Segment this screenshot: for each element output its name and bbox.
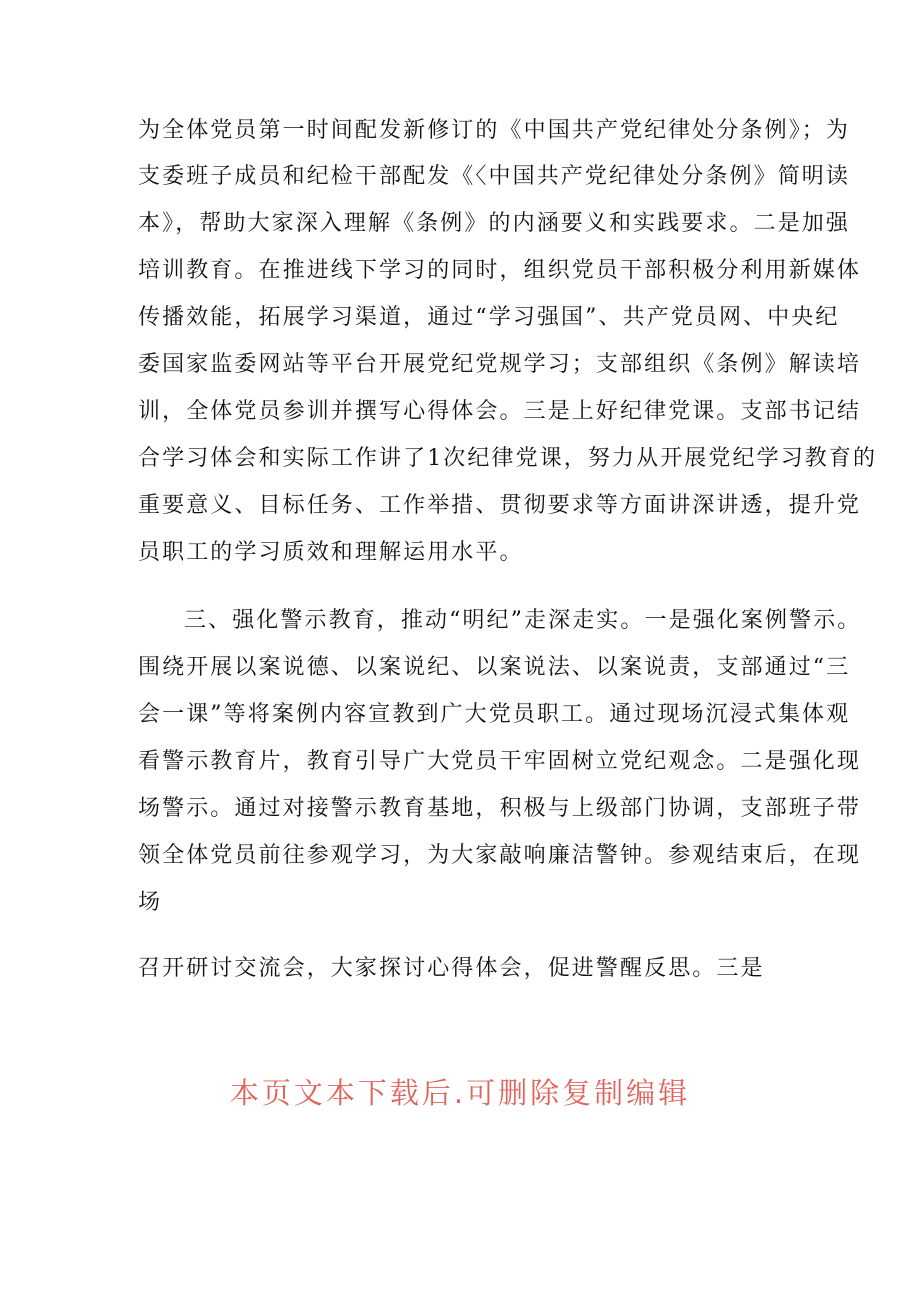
paragraph-1-line-10: 员职工的学习质效和理解运用水平。 xyxy=(138,540,524,565)
paragraph-3-line-1: 召开研讨交流会，大家探讨心得体会，促进警醒反思。三是 xyxy=(138,956,765,981)
paragraph-2-line-1: 三、强化警示教育，推动“明纪”走深走实。一是强化案例警示。 xyxy=(184,608,862,633)
paragraph-1-line-1: 为全体党员第一时间配发新修订的《中国共产党纪律处分条例》；为 xyxy=(138,118,851,143)
paragraph-1-line-9: 重要意义、目标任务、工作举措、贯彻要求等方面讲深讲透，提升党 xyxy=(138,493,862,518)
paragraph-2-line-7: 场 xyxy=(138,890,163,915)
paragraph-2-line-6: 领全体党员前往参观学习，为大家敲响廉洁警钟。参观结束后，在现 xyxy=(138,843,862,868)
paragraph-1-line-8: 合学习体会和实际工作讲了1次纪律党课，努力从开展党纪学习教育的 xyxy=(138,446,878,471)
paragraph-1-line-2: 支委班子成员和纪检干部配发《〈中国共产党纪律处分条例》简明读 xyxy=(138,164,851,189)
download-notice: 本页文本下载后.可删除复制编辑 xyxy=(229,1076,691,1110)
paragraph-2-line-5: 场警示。通过对接警示教育基地，积极与上级部门协调，支部班子带 xyxy=(138,796,862,821)
paragraph-1-line-7: 训，全体党员参训并撰写心得体会。三是上好纪律党课。支部书记结 xyxy=(138,399,862,424)
paragraph-1-line-5: 传播效能，拓展学习渠道，通过“学习强国”、共产党员网、中央纪 xyxy=(138,305,840,330)
paragraph-1-line-6: 委国家监委网站等平台开展党纪党规学习；支部组织《条例》解读培 xyxy=(138,352,862,377)
paragraph-1-line-3: 本》，帮助大家深入理解《条例》的内涵要义和实践要求。二是加强 xyxy=(138,211,851,236)
paragraph-2-line-3: 会一课”等将案例内容宣教到广大党员职工。通过现场沉浸式集体观 xyxy=(138,702,851,727)
paragraph-2-line-4: 看警示教育片，教育引导广大党员干牢固树立党纪观念。二是强化现 xyxy=(138,749,862,774)
paragraph-2-line-2: 围绕开展以案说德、以案说纪、以案说法、以案说责，支部通过“三 xyxy=(138,655,851,680)
paragraph-1-line-4: 培训教育。在推进线下学习的同时，组织党员干部积极分利用新媒体 xyxy=(138,258,862,283)
